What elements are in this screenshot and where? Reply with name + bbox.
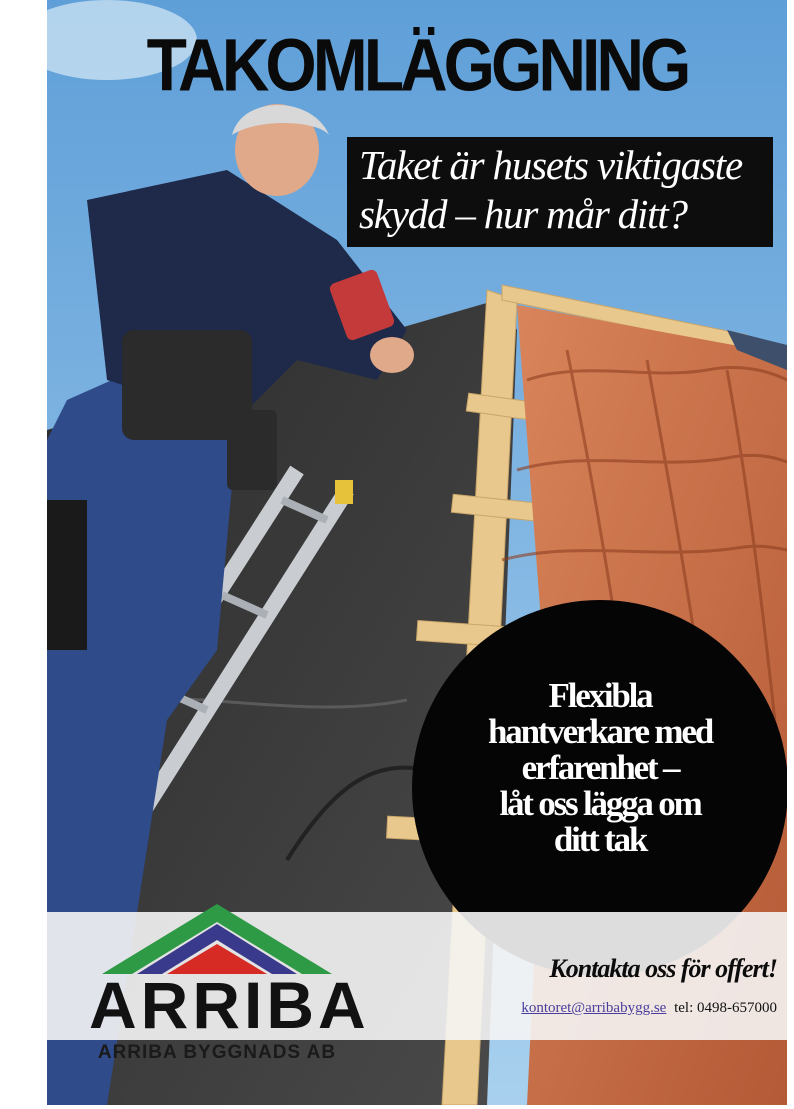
promo-line: erfarenhet – xyxy=(521,748,679,787)
call-to-action: Kontakta oss för offert! xyxy=(549,954,777,983)
tagline-box xyxy=(347,137,773,247)
email-link[interactable]: kontoret@arribabygg.se xyxy=(521,1000,667,1016)
company-name: ARRIBA BYGGNADS AB xyxy=(97,1042,337,1063)
logo-wordmark: ARRIBA xyxy=(89,968,370,1042)
phone-number: tel: 0498-657000 xyxy=(674,1000,777,1016)
promo-line: hantverkare med xyxy=(488,712,712,751)
advertisement xyxy=(47,0,787,1105)
headline: TAKOMLÄGGNING xyxy=(146,23,688,106)
tagline xyxy=(359,141,769,239)
arriba-logo xyxy=(87,902,370,1072)
tagline-line-1: Taket är husets viktigaste xyxy=(359,142,742,188)
promo-text xyxy=(412,678,787,858)
promo-line: Flexibla xyxy=(548,676,652,715)
contact-line xyxy=(447,1000,777,1017)
tagline-line-2: skydd – hur mår ditt? xyxy=(359,191,687,237)
promo-line: låt oss lägga om xyxy=(499,784,701,823)
promo-line: ditt tak xyxy=(553,820,647,859)
